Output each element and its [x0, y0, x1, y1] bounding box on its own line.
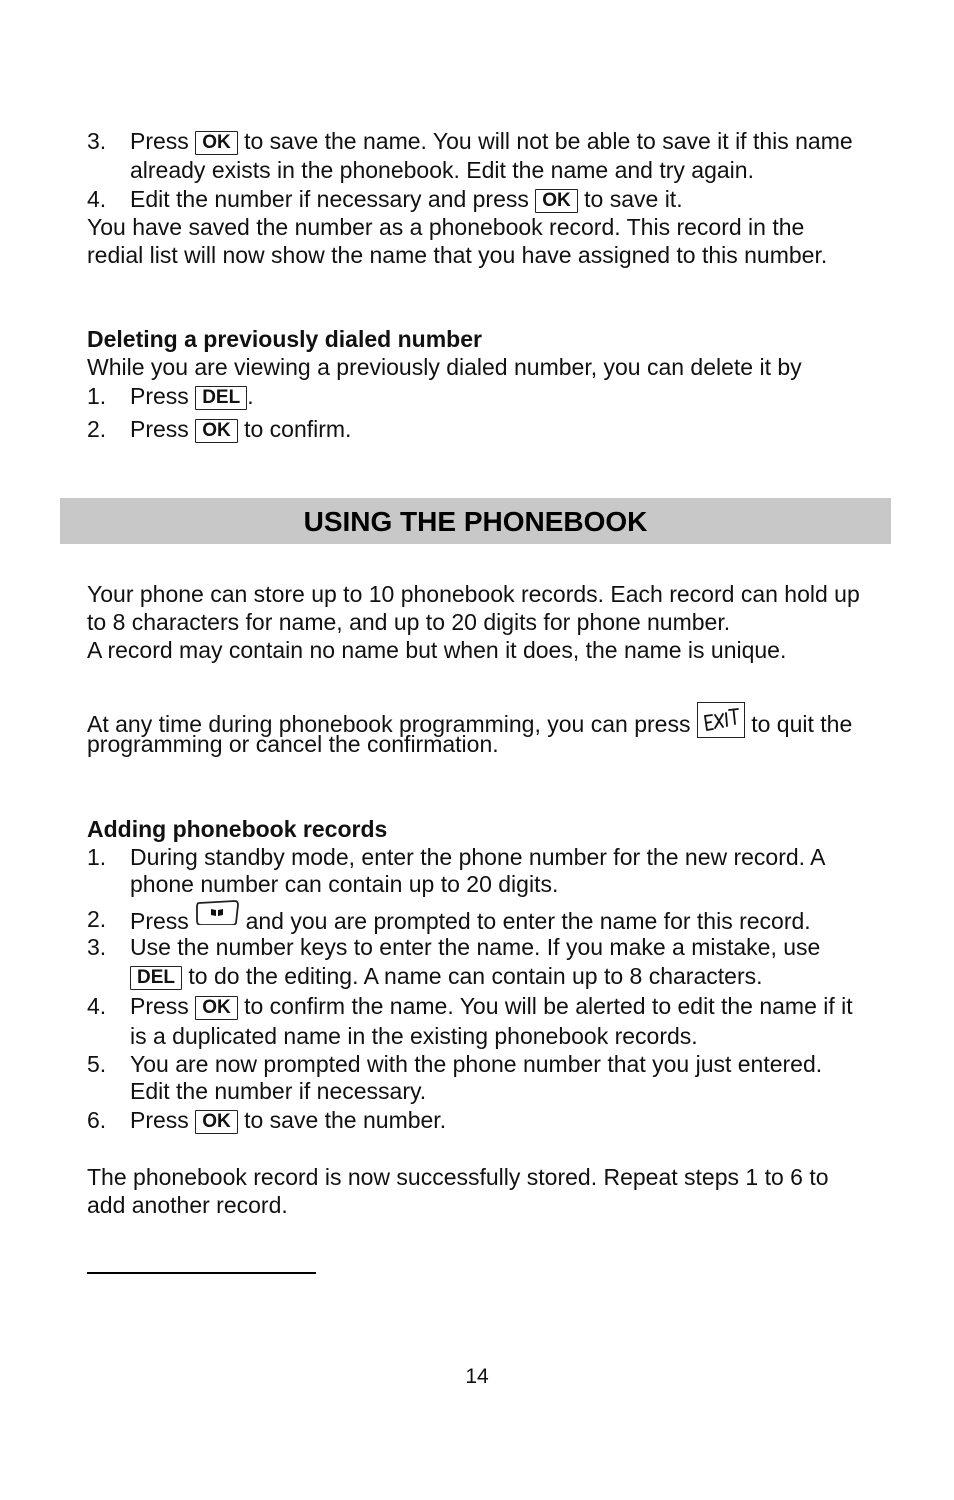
step-text: Press OK to confirm the name. You will be alerted to edit the name if it: [130, 993, 853, 1019]
step-text-continued: Edit the number if necessary.: [130, 1078, 427, 1104]
step-text: Press OK to confirm.: [130, 416, 352, 442]
step-text: You are now prompted with the phone number that you just entered.: [130, 1051, 823, 1077]
step-number: 1.: [87, 383, 107, 409]
step-number: 4.: [87, 186, 107, 212]
ok-key-icon: OK: [195, 131, 238, 155]
step-number: 5.: [87, 1051, 107, 1077]
step-text: Press OK to save the number.: [130, 1107, 447, 1133]
paragraph-line: You have saved the number as a phonebook record. This record in the: [87, 214, 805, 240]
ok-key-icon: OK: [195, 996, 238, 1020]
step-text: Use the number keys to enter the name. If you make a mistake, use: [130, 934, 821, 960]
step-number: 2.: [87, 906, 107, 932]
paragraph-line: Your phone can store up to 10 phonebook records. Each record can hold up: [87, 581, 860, 607]
step-number: 4.: [87, 993, 107, 1019]
exit-paragraph: At any time during phonebook programming, you can press to quit the: [87, 702, 852, 738]
step-text-continued: phone number can contain up to 20 digits.: [130, 871, 559, 897]
phonebook-key-icon: [195, 905, 239, 931]
step-number: 6.: [87, 1107, 107, 1133]
section-heading: Deleting a previously dialed number: [87, 326, 482, 352]
step-text: Press OK to save the name. You will not be able to save it if this name: [130, 128, 853, 154]
del-key-icon: DEL: [130, 966, 182, 990]
step-text-continued: is a duplicated name in the existing phonebook records.: [130, 1023, 698, 1049]
step-number: 3.: [87, 934, 107, 960]
section-heading: Adding phonebook records: [87, 816, 388, 842]
footnote-divider: [87, 1272, 316, 1274]
paragraph-line: to 8 characters for name, and up to 20 digits for phone number.: [87, 609, 731, 635]
exit-key-icon: [697, 702, 745, 738]
step-text-continued: DEL to do the editing. A name can contain up to 8 characters.: [130, 962, 763, 990]
paragraph-line: programming or cancel the confirmation.: [87, 731, 499, 757]
step-number: 3.: [87, 128, 107, 154]
banner-title: USING THE PHONEBOOK: [303, 506, 648, 537]
ok-key-icon: OK: [195, 1110, 238, 1134]
page-number: 14: [465, 1365, 489, 1388]
paragraph-line: The phonebook record is now successfully stored. Repeat steps 1 to 6 to: [87, 1164, 829, 1190]
step-text-continued: already exists in the phonebook. Edit the name and try again.: [130, 157, 754, 183]
paragraph-line: A record may contain no name but when it does, the name is unique.: [87, 637, 787, 663]
paragraph-line: redial list will now show the name that you have assigned to this number.: [87, 242, 828, 268]
ok-key-icon: OK: [195, 419, 238, 443]
step-text: Press DEL .: [130, 383, 254, 409]
step-text: Press and you are prompted to enter the name for this record.: [130, 905, 811, 935]
step-number: 2.: [87, 416, 107, 442]
step-text: Edit the number if necessary and press OK to save it.: [130, 186, 683, 212]
del-key-icon: DEL: [195, 386, 247, 410]
ok-key-icon: OK: [535, 189, 578, 213]
paragraph-line: While you are viewing a previously dialed number, you can delete it by: [87, 354, 802, 380]
paragraph-line: add another record.: [87, 1192, 288, 1218]
step-number: 1.: [87, 844, 107, 870]
step-text: During standby mode, enter the phone number for the new record. A: [130, 844, 826, 870]
